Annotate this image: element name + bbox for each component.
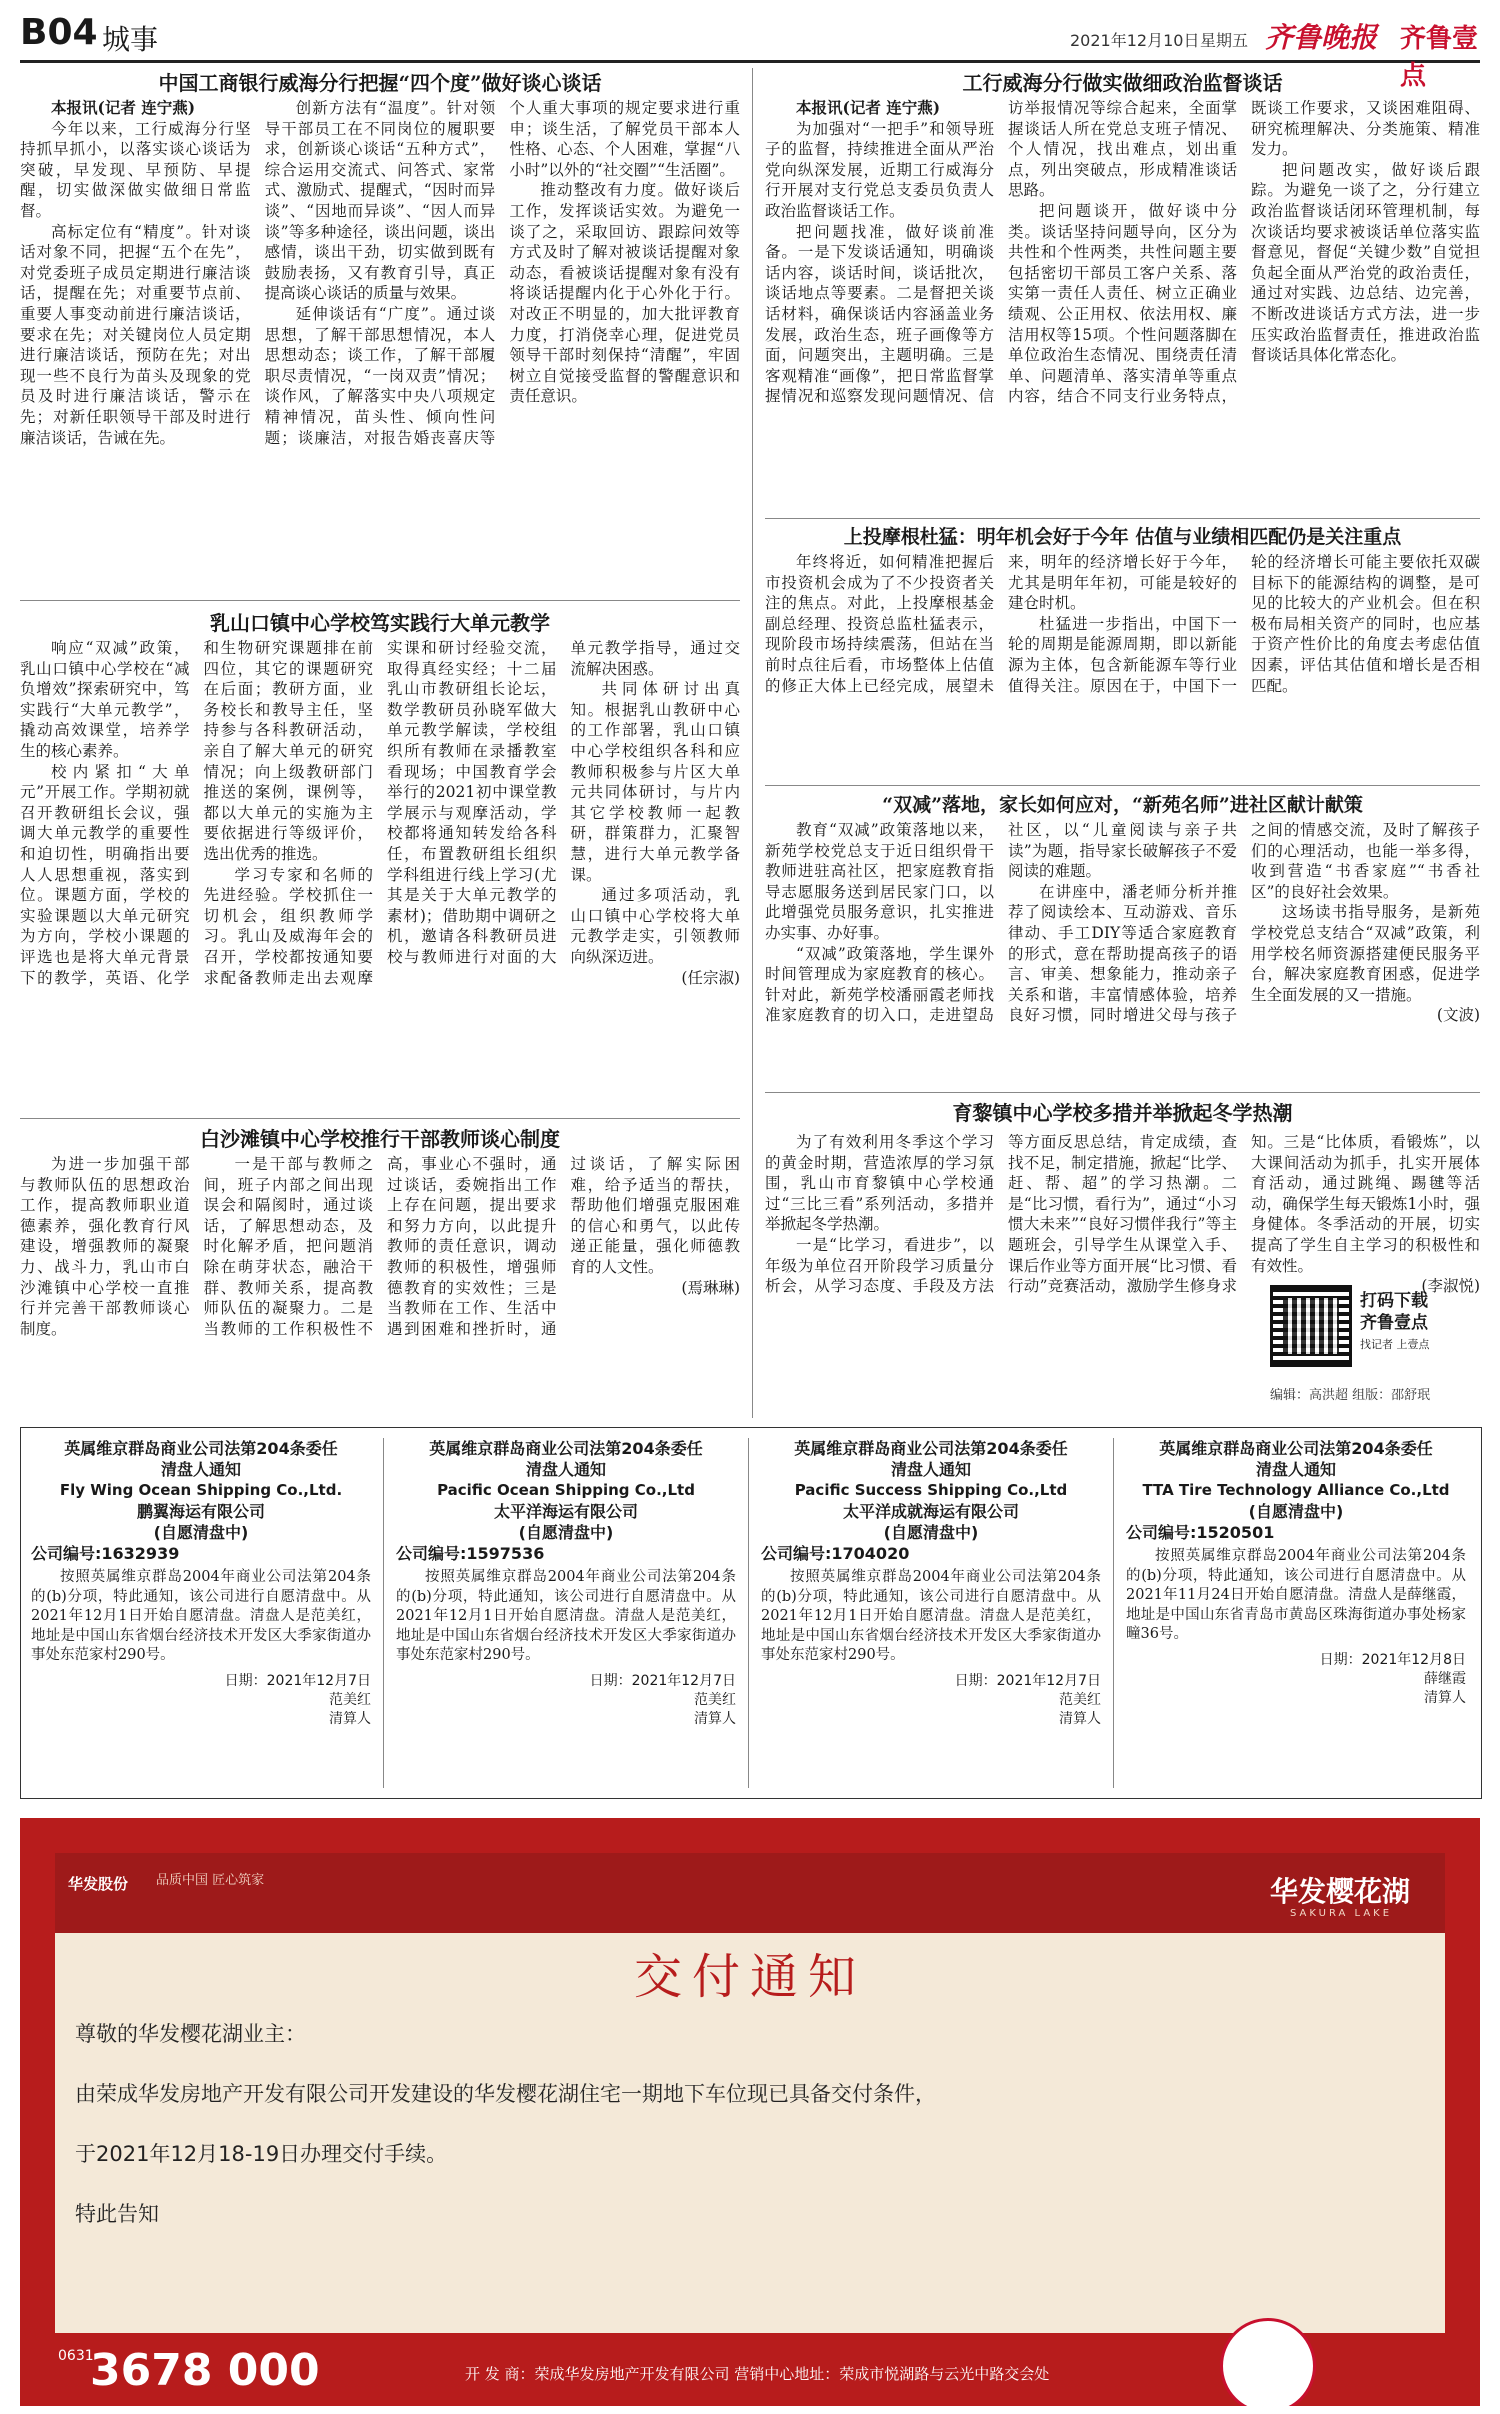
delivery-notice-ad [20, 1818, 1480, 2406]
notice-date: 日期：2021年12月8日 [1319, 1651, 1466, 1668]
qr-caption-line: 找记者 上壹点 [1360, 1338, 1430, 1351]
article-author: (任宗淑) [681, 968, 740, 987]
developer-logo: 华发股份 [68, 1875, 129, 1893]
qr-caption-line: 打码下载 [1360, 1291, 1428, 1311]
notice-body: 按照英属维京群岛2004年商业公司法第204条的(b)分项，特此通知，该公司进行自愿清盘中。从2021年12月1日开始自愿清盘。清盘人是范美红，地址是中国山东省烟台经济技术开发区大季家街道办事处东范家村290号。 [396, 1569, 736, 1663]
company-number: 公司编号:1704020 [761, 1544, 910, 1563]
article-rushankou-teaching [20, 608, 740, 1128]
ad-body-line: 于2021年12月18-19日办理交付手续。 [75, 2142, 448, 2166]
article-paragraph: 共同体研讨出真知。根据乳山教研中心的工作部署，乳山口镇中心学校组织各科和应教师积极参与片区大单元共同体研讨，与片内其它学校教师一起教研，群策群力，汇聚智慧，进行大单元教学备课。 [570, 680, 740, 884]
project-logo-en: SAKURA LAKE [1290, 1908, 1393, 1919]
article-body [20, 638, 740, 1128]
section-name: 城事 [102, 23, 159, 56]
article-author: (文波) [1436, 1006, 1480, 1025]
notice-divider [383, 1438, 384, 1788]
qr-caption [1360, 1290, 1430, 1356]
article-title: 中国工商银行威海分行把握“四个度”做好谈心谈话 [158, 71, 602, 95]
liquidator-name: 薛继霞 [1424, 1670, 1466, 1687]
ad-closing: 特此告知 [75, 2202, 159, 2226]
notice-subheading: 清盘人通知 [1255, 1460, 1336, 1479]
article-paragraph: 响应“双减”政策，乳山口镇中心学校在“减负增效”探索研究中，笃实践行“大单元教学”，撬动高效课堂，培养学生的核心素养。 [20, 639, 190, 760]
article-paragraph: 把问题谈开，做好谈中分类。谈话坚持问题导向，区分为共性和个性两类，共性问题主要包括密切干部员工客户关系、落实第一责任人责任、树立正确业绩观、公正用权、依法用权、廉洁用权等15项。个性问题落脚在单位政治生态情况、围绕责任清单、问题清单、落实清单等重点内容，结合不同支行业务特点，既谈工作要求，又谈困难阻碍、研究梳理解决、分类施策、精准发力。 [1008, 99, 1480, 406]
notice-divider [748, 1438, 749, 1788]
article-body [765, 552, 1480, 787]
article-author: (李淑悦) [1421, 1277, 1480, 1296]
company-name-cn: 太平洋成就海运有限公司 [842, 1502, 1019, 1521]
article-title: 白沙滩镇中心学校推行干部教师谈心制度 [200, 1127, 560, 1151]
article-paragraph: 延伸谈话有“广度”。通过谈思想，了解干部思想情况，本人思想动态；谈工作，了解干部履职尽责情况，“一岗双责”情况；谈作风，了解落实中央八项规定精神情况，苗头性、倾向性问题；谈廉洁，对报告婚丧喜庆等个人重大事项的规定要求进行重申；谈生活，了解党员干部本人性格、心态、个人困难，掌握“八小时”以外的“社交圈”“生活圈”。 [264, 99, 740, 447]
developer-tagline: 品质中国 匠心筑家 [156, 1873, 265, 1888]
page-number: B04 [20, 12, 98, 53]
column-divider [752, 68, 753, 1418]
company-number: 公司编号:1597536 [396, 1544, 545, 1563]
notice-card [31, 1428, 371, 1798]
project-logo: 华发樱花湖 [1270, 1875, 1411, 1908]
notice-body: 按照英属维京群岛2004年商业公司法第204条的(b)分项，特此通知，该公司进行自愿清盘中。从2021年12月1日开始自愿清盘。清盘人是范美红，地址是中国山东省烟台经济技术开发区大季家街道办事处东范家村290号。 [31, 1569, 371, 1663]
article-baishatan-talks [20, 1124, 740, 1404]
row-divider [765, 518, 1480, 519]
article-paragraph: 一是“比学习，看进步”，以年级为单位召开阶段学习质量分析会，从学习态度、手段及方法等方面反思总结，肯定成绩，查找不足，制定措施，掀起“比学、赶、帮、超”的学习热潮。二是“比习惯，看行为”，通过“小习惯大未来”“良好习惯伴我行”等主题班会，引导学生从课堂入手、课后作业等方面开展“比习惯、看行动”竞赛活动，激励学生修身求知。三是“比体质，看锻炼”，以大课间活动为抓手，扎实开展体育活动，通过跳绳、踢毽等活动，确保学生每天锻炼1小时，强身健体。冬季活动的开展，切实提高了学生自主学习的积极性和有效性。 [765, 1133, 1480, 1296]
article-paragraph: 一是干部与教师之间，班子内部之间出现误会和隔阂时，通过谈话，了解思想动态，及时化解矛盾，把问题消除在萌芽状态，融洽干群、教师关系，提高教师队伍的凝聚力。二是当教师的工作积极性不高，事业心不强时，通过谈话，委婉指出工作上存在问题，提出要求和努力方向，以此提升教师的责任意识，调动教师的积极性，增强师德教育的实效性；三是当教师在工作、生活中遇到困难和挫折时，通过谈话，了解实际困难，给予适当的帮扶，帮助他们增强克服困难的信心和勇气，以此传递正能量，强化师德教育的人文性。 [203, 1155, 740, 1338]
company-name-cn: 太平洋海运有限公司 [493, 1502, 638, 1521]
row-divider [765, 1092, 1480, 1093]
company-number: 公司编号:1632939 [31, 1544, 180, 1563]
liquidation-status: (自愿清盘中) [153, 1523, 249, 1542]
article-title: 工行威海分行做实做细政治监督谈话 [962, 71, 1283, 95]
notice-card [761, 1428, 1101, 1798]
masthead-logo: 齐鲁晚报 [1265, 21, 1378, 54]
article-paragraph: 高标定位有“精度”。针对谈话对象不同，把握“五个在先”，对党委班子成员定期进行廉洁谈话，提醒在先；对重要节点前、重要人事变动前进行廉洁谈话，要求在先；对关键岗位人员定期进行廉洁谈话，预防在先；对出现一些不良行为苗头及现象的党员及时进行廉洁谈话，警示在先；对新任职领导干部及时进行廉洁谈话，告诫在先。 [20, 222, 251, 447]
company-name-cn: 鹏翼海运有限公司 [136, 1502, 265, 1521]
article-byline: 本报讯(记者 连宁燕) [51, 98, 196, 117]
article-icbc-four-degrees [20, 68, 740, 608]
notice-card [1126, 1428, 1466, 1798]
article-paragraph: 为了有效利用冬季这个学习的黄金时期，营造浓厚的学习氛围，乳山市育黎镇中心学校通过“三比三看”系列活动，多措并举掀起冬学热潮。 [765, 1133, 994, 1234]
qr-code[interactable] [1270, 1285, 1352, 1367]
notice-card [396, 1428, 736, 1798]
article-paragraph: 为进一步加强干部与教师队伍的思想政治工作，提高教师职业道德素养，强化教育行风建设，增强教师的凝聚力、战斗力，乳山市白沙滩镇中心学校一直推行并完善干部教师谈心制度。 [20, 1155, 190, 1338]
editor-credits: 编辑：高洪超 组版：邵舒珉 [1270, 1388, 1431, 1403]
liquidator-role: 清算人 [329, 1710, 371, 1727]
company-number: 公司编号:1520501 [1126, 1523, 1275, 1542]
liquidator-name: 范美红 [694, 1691, 736, 1708]
article-body [765, 820, 1480, 1085]
company-name-en: Pacific Success Shipping Co.,Ltd [794, 1481, 1068, 1499]
phone-number: 3678 000 [90, 2345, 320, 2396]
article-byline: 本报讯(记者 连宁燕) [796, 98, 941, 117]
article-title: 上投摩根杜猛：明年机会好于今年 估值与业绩相匹配仍是关注重点 [843, 526, 1402, 548]
liquidator-role: 清算人 [1424, 1689, 1466, 1706]
article-title: “双减”落地，家长如何应对，“新苑名师”进社区献计献策 [882, 794, 1363, 816]
row-divider [20, 1118, 740, 1119]
ad-top-band [55, 1853, 1445, 1933]
liquidator-name: 范美红 [1059, 1691, 1101, 1708]
article-paragraph: 教育“双减”政策落地以来，新苑学校党总支于近日组织骨干教师进驻高社区，把家庭教育指导志愿服务送到居民家门口，以此增强党员服务意识，扎实推进办实事、办好事。 [765, 821, 994, 942]
article-paragraph: 为加强对“一把手”和领导班子的监督，持续推进全面从严治党向纵深发展，近期工行威海分行开展对支行党总支委员负责人政治监督谈话工作。 [765, 119, 994, 220]
article-paragraph: “双减”政策落地，学生课外时间管理成为家庭教育的核心。针对此，新苑学校潘丽霞老师找准家庭教育的切入口，走进望岛社区，以“儿童阅读与亲子共读”为题，指导家长破解孩子不爱阅读的难题。 [765, 821, 1237, 1025]
article-paragraph: 学习专家和名师的先进经验。学校抓住一切机会，组织教师学习。乳山及威海年会的召开，学校都按通知要求配备教师走出去观摩实课和研讨经验交流，取得真经实经；十二届乳山市教研组长论坛，数学教研员孙晓军做大单元教学解读，学校组织所有教师在录播教室看现场；中国教育学会举行的2021初中课堂教学展示与观摩活动，学校都将通知转发给各科任，布置教研组长组织学科组进行线上学习(尤其是关于大单元教学的素材)；借助期中调研之机，邀请各科教研员进校与教师进行对面的大单元教学指导，通过交流解决困惑。 [203, 639, 740, 987]
article-paragraph: 这场读书指导服务，是新苑学校党总支结合“双减”政策，利用学校名师资源搭建便民服务平台，解决家庭教育困惑，促进学生全面发展的又一措施。 [1251, 903, 1480, 1004]
qr-caption-line: 齐鲁壹点 [1360, 1313, 1428, 1333]
notice-subheading: 清盘人通知 [890, 1460, 971, 1479]
article-paragraph: 校内紧扣“大单元”开展工作。学期初就召开教研组长会议，强调大单元教学的重要性和迫切性，明确指出要人人思想重视，落实到位。课题方面，学校的实验课题以大单元研究为方向，学校小课题的评选也是将大单元背景下的教学，英语、化学和生物研究课题排在前四位，其它的课题研究在后面；教研方面，业务校长和教导主任，坚持参与各科教研活动，亲自了解大单元的研究情况；向上级教研部门推送的案例，课例等，都以大单元的实施为主要依据进行等级评价，选出优秀的推选。 [20, 639, 373, 987]
company-name-en: Fly Wing Ocean Shipping Co.,Ltd. [59, 1481, 343, 1499]
article-paragraph: 创新方法有“温度”。针对领导干部员工在不同岗位的履职要求，创新谈心谈话“五种方式”，综合运用交流式、问答式、家常式、激励式、提醒式，“因时而异谈”、“因地而异谈”、“因人而异谈”等多种途径，谈出问题，谈出感情，谈出干劲，切实做到既有鼓励表扬，又有教育引导，真正提高谈心谈话的质量与效果。 [264, 99, 496, 303]
notice-heading: 英属维京群岛商业公司法第204条委任 [64, 1439, 338, 1458]
notice-date: 日期：2021年12月7日 [954, 1672, 1101, 1689]
liquidation-status: (自愿清盘中) [1248, 1502, 1344, 1521]
article-body [765, 98, 1480, 510]
liquidation-notices [20, 1427, 1482, 1799]
developer-address: 开 发 商：荣成华发房地产开发有限公司 营销中心地址：荣成市悦湖路与云光中路交会处 [465, 2365, 1050, 2383]
article-xinyuan-teachers [765, 790, 1480, 1085]
liquidation-status: (自愿清盘中) [518, 1523, 614, 1542]
notice-body: 按照英属维京群岛2004年商业公司法第204条的(b)分项，特此通知，该公司进行自愿清盘中。从2021年12月1日开始自愿清盘。清盘人是范美红，地址是中国山东省烟台经济技术开发区大季家街道办事处东范家村290号。 [761, 1569, 1101, 1663]
article-title: 育黎镇中心学校多措并举掀起冬学热潮 [952, 1101, 1293, 1125]
article-paragraph: 在讲座中，潘老师分析并推荐了阅读绘本、互动游戏、音乐律动、手工DIY等适合家庭教育的形式，意在帮助提高孩子的语言、审美、想象能力，推动亲子关系和谐，丰富情感体验，培养良好习惯，同时增进父母与孩子之间的情感交流，及时了解孩子们的心理活动，也能一举多得，收到营造“书香家庭”“书香社区”的良好社会效果。 [1008, 821, 1480, 1025]
article-paragraph: 年终将近，如何精准把握后市投资机会成为了不少投资者关注的焦点。对此，上投摩根基金副总经理、投资总监杜猛表示，现阶段市场持续震荡，但站在当前时点往后看，市场整体上估值的修正大体上已经完成，展望未来，明年的经济增长好于今年，尤其是明年年初，可能是较好的建仓时机。 [765, 553, 1237, 695]
liquidator-role: 清算人 [694, 1710, 736, 1727]
liquidator-role: 清算人 [1059, 1710, 1101, 1727]
article-body [20, 98, 740, 608]
notice-subheading: 清盘人通知 [525, 1460, 606, 1479]
issue-weekday: 星期五 [1200, 31, 1249, 50]
article-paragraph: 把问题找准，做好谈前准备。一是下发谈话通知，明确谈话内容，谈话时间，谈话批次，谈话地点等要素。二是督把关谈话材料，确保谈话内容涵盖业务发展，政治生态，班子画像等方面，问题突出，主题明确。三是客观精准“画像”，把日常监督掌握情况和巡察发现问题情况、信访举报情况等综合起来，全面掌握谈话人所在党总支班子情况、个人情况，找出难点，划出重点，列出突破点，形成精准谈话思路。 [765, 99, 1237, 406]
article-paragraph: 把问题改实，做好谈后跟踪。为避免一谈了之，分行建立政治监督谈话闭环管理机制，每次谈话均要求被谈话单位落实监督意见，督促“关键少数”自觉担负起全面从严治党的政治责任，通过对实践、边总结、边完善，不断改进谈话方式方法，进一步压实政治监督责任，推进政治监督谈话具体化常态化。 [1251, 160, 1480, 365]
issue-date: 2021年12月10日 [1070, 31, 1200, 50]
article-body [20, 1154, 740, 1404]
ad-title: 交付通知 [633, 1949, 866, 2005]
app-logo: 齐鲁壹点 [1400, 24, 1479, 91]
article-title: 乳山口镇中心学校笃实践行大单元教学 [210, 611, 550, 635]
notice-date: 日期：2021年12月7日 [589, 1672, 736, 1689]
phone-area-code: 0631 [58, 2348, 94, 2364]
company-name-en: TTA Tire Technology Alliance Co.,Ltd [1142, 1481, 1450, 1499]
ad-body-line: 由荣成华发房地产开发有限公司开发建设的华发樱花湖住宅一期地下车位现已具备交付条件， [75, 2082, 936, 2106]
notice-body: 按照英属维京群岛2004年商业公司法第204条的(b)分项，特此通知，该公司进行自愿清盘中。从2021年11月24日开始自愿清盘。清盘人是薛继霞，地址是中国山东省青岛市黄岛区珠海街道办事处杨家疃36号。 [1126, 1548, 1466, 1642]
notice-heading: 英属维京群岛商业公司法第204条委任 [794, 1439, 1068, 1458]
article-icbc-political-supervision [765, 68, 1480, 510]
row-divider [20, 600, 740, 601]
notice-date: 日期：2021年12月7日 [224, 1672, 371, 1689]
article-body [765, 1132, 1480, 1412]
article-paragraph: 通过多项活动，乳山口镇中心学校将大单元教学走实，引领教师向纵深迈进。 [570, 886, 740, 966]
article-paragraph: 推动整改有力度。做好谈后工作，发挥谈话实效。为避免一谈了之，采取回访、跟踪问效等方式及时了解对被谈话提醒对象动态，看被谈话提醒对象有没有将谈话提醒内化于心外化于行。对改正不明显的，加大批评教育力度，打消侥幸心理，促进党员领导干部时刻保持“清醒”，牢固树立自觉接受监督的警醒意识和责任意识。 [509, 181, 740, 406]
article-paragraph: 杜猛进一步指出，中国下一轮的周期是能源周期，即以新能源为主体，包含新能源车等行业值得关注。原因在于，中国下一轮的经济增长可能主要依托双碳目标下的能源结构的调整，是可见的比较大的产业机会。但在积极布局相关资产的同时，也应基于资产性价比的角度去考虑估值因素，评估其估值和增长是否相匹配。 [1008, 553, 1480, 695]
liquidation-status: (自愿清盘中) [883, 1523, 979, 1542]
article-yuli-winter-study [765, 1098, 1480, 1296]
notice-heading: 英属维京群岛商业公司法第204条委任 [1159, 1439, 1433, 1458]
article-paragraph: 今年以来，工行威海分行坚持抓早抓小，以落实谈心谈话为突破，早发现、早预防、早提醒，切实做深做实做细日常监督。 [20, 119, 251, 220]
notice-heading: 英属维京群岛商业公司法第204条委任 [429, 1439, 703, 1458]
ad-greeting: 尊敬的华发樱花湖业主： [75, 2022, 306, 2046]
seal-icon [1220, 2318, 1316, 2406]
company-name-en: Pacific Ocean Shipping Co.,Ltd [437, 1481, 695, 1499]
notice-divider [1113, 1438, 1114, 1788]
article-author: (焉琳琳) [681, 1278, 740, 1297]
liquidator-name: 范美红 [329, 1691, 371, 1708]
row-divider [765, 785, 1480, 786]
notice-subheading: 清盘人通知 [160, 1460, 241, 1479]
article-fund-outlook [765, 522, 1480, 787]
